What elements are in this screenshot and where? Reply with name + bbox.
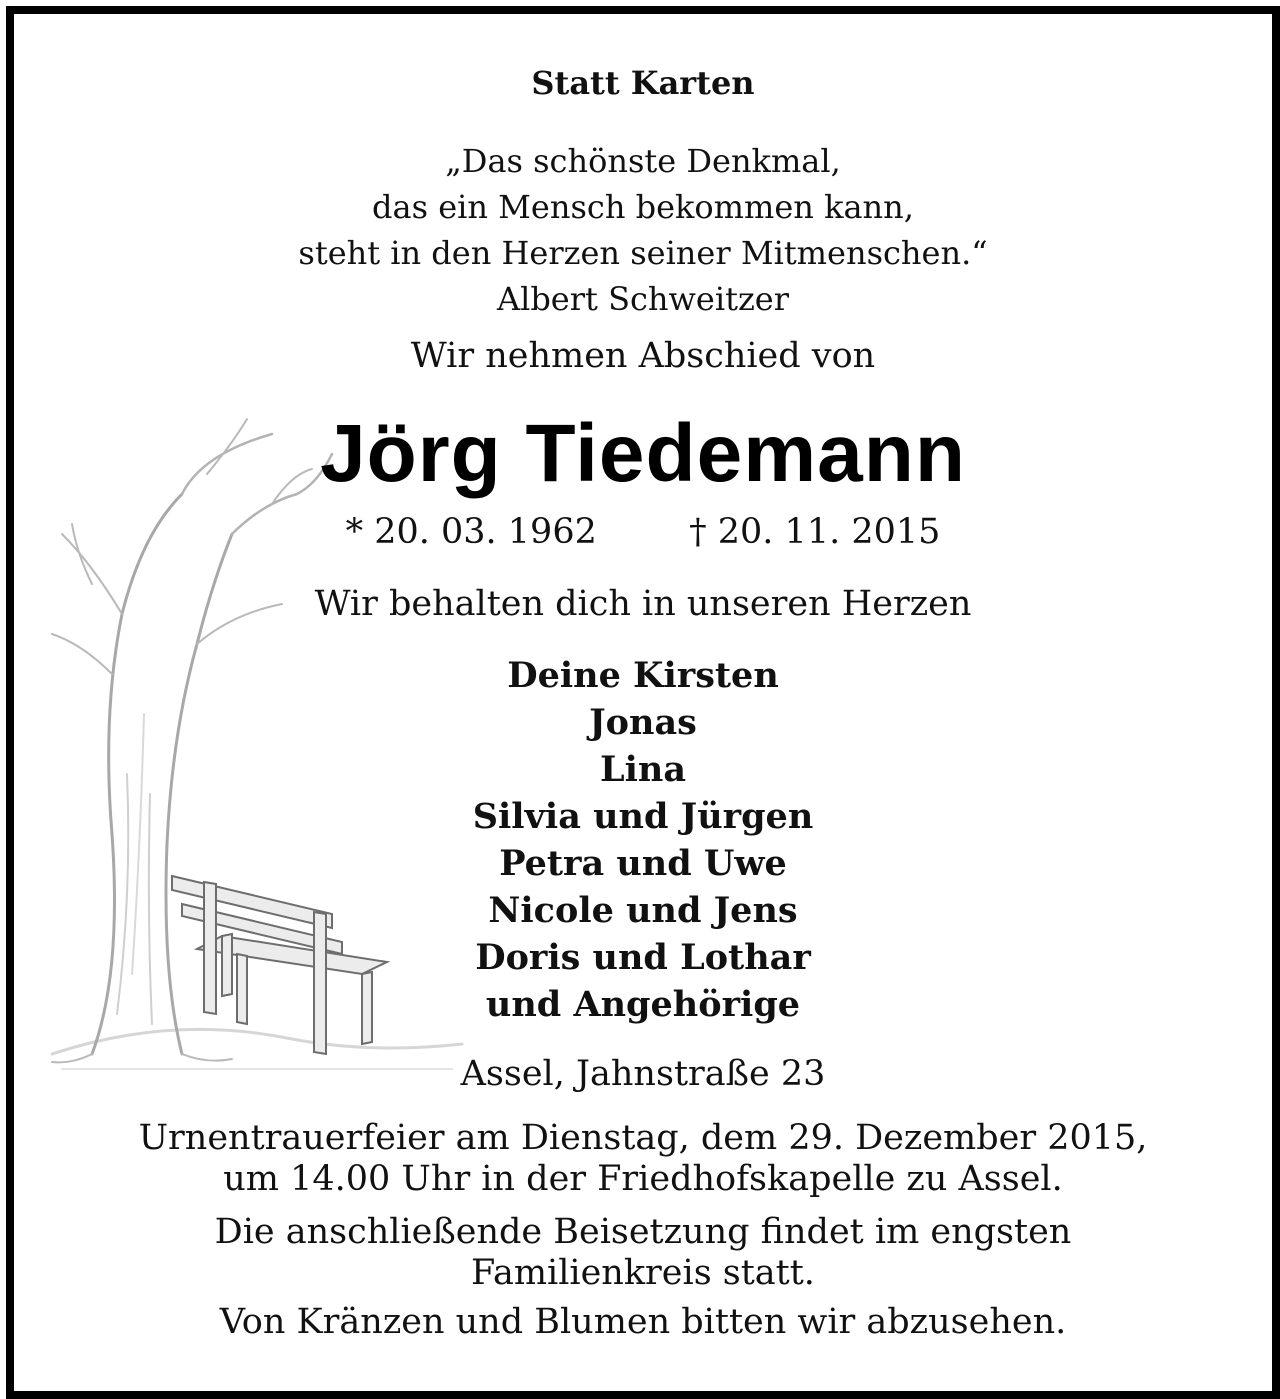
- address-text: Assel, Jahnstraße 23: [460, 1054, 826, 1094]
- ceremony-line: Urnentrauerfeier am Dienstag, dem 29. Dezember 2015,: [138, 1118, 1148, 1158]
- mourner-name: und Angehörige: [485, 984, 801, 1025]
- deceased-name: Jörg Tiedemann: [320, 408, 966, 499]
- mourner-name: Doris und Lothar: [475, 937, 811, 978]
- mourners-list: [14, 652, 1272, 1028]
- mourner-name: Jonas: [589, 702, 697, 743]
- burial-text: [14, 1212, 1272, 1294]
- mourner-name: Deine Kirsten: [507, 655, 779, 696]
- mourner-name: Lina: [599, 749, 687, 790]
- request-text: Von Kränzen und Blumen bitten wir abzusehen.: [219, 1302, 1067, 1342]
- life-dates: [14, 512, 1272, 552]
- burial-line: Familienkreis statt.: [471, 1253, 815, 1293]
- obituary-frame: [6, 6, 1280, 1399]
- quote-author: Albert Schweitzer: [496, 280, 790, 318]
- header-text: Statt Karten: [531, 64, 755, 102]
- quote-line: „Das schönste Denkmal,: [445, 142, 841, 180]
- mourner-name: Nicole und Jens: [488, 890, 798, 931]
- mourner-name: Petra und Uwe: [499, 843, 787, 884]
- quote-block: [14, 138, 1272, 322]
- birth-date: * 20. 03. 1962: [345, 512, 597, 552]
- ceremony-line: um 14.00 Uhr in der Friedhofskapelle zu Assel.: [223, 1159, 1063, 1199]
- farewell-text: Wir behalten dich in unseren Herzen: [314, 584, 972, 624]
- quote-line: steht in den Herzen seiner Mitmenschen.“: [298, 234, 988, 272]
- ceremony-text: [14, 1118, 1272, 1200]
- mourner-name: Silvia und Jürgen: [472, 796, 814, 837]
- death-date: † 20. 11. 2015: [689, 512, 941, 552]
- intro-text: Wir nehmen Abschied von: [410, 336, 876, 376]
- burial-line: Die anschließende Beisetzung findet im engsten: [214, 1212, 1072, 1252]
- quote-line: das ein Mensch bekommen kann,: [372, 188, 914, 226]
